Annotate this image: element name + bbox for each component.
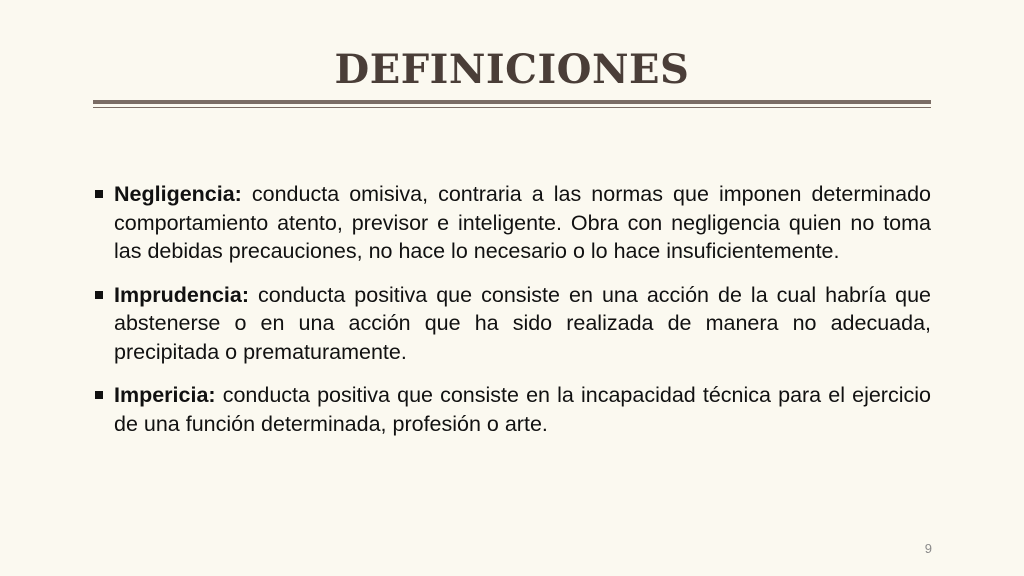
definitions-list [93, 180, 931, 453]
title-divider-thick [93, 100, 931, 104]
page-number: 9 [924, 541, 932, 556]
definition-text: conducta positiva que consiste en una acción de la cual habría que abstenerse o en una acción que ha sido realizada de manera no adecuada, precipitada o prematuramente. [114, 282, 932, 364]
square-bullet-icon [95, 391, 103, 399]
slide-title: DEFINICIONES [334, 46, 690, 93]
definition-term: Imprudencia: [114, 282, 249, 307]
definition-item-imprudencia [93, 281, 931, 367]
definition-text: conducta positiva que consiste en la incapacidad técnica para el ejercicio de una función determinada, profesión o arte. [114, 383, 931, 436]
definition-term: Negligencia: [114, 182, 242, 206]
square-bullet-icon [95, 291, 103, 299]
definition-item-negligencia [93, 180, 931, 266]
definition-term: Impericia: [114, 383, 216, 407]
definition-item-impericia [93, 381, 931, 438]
title-divider-thin [93, 107, 931, 108]
square-bullet-icon [95, 190, 103, 198]
definition-text: conducta omisiva, contraria a las normas que imponen determinado comportamiento atento, previsor e inteligente. Obra con negligencia quien no toma las debidas precauciones, no hace lo necesario o lo hace insuficientemente. [114, 182, 931, 263]
